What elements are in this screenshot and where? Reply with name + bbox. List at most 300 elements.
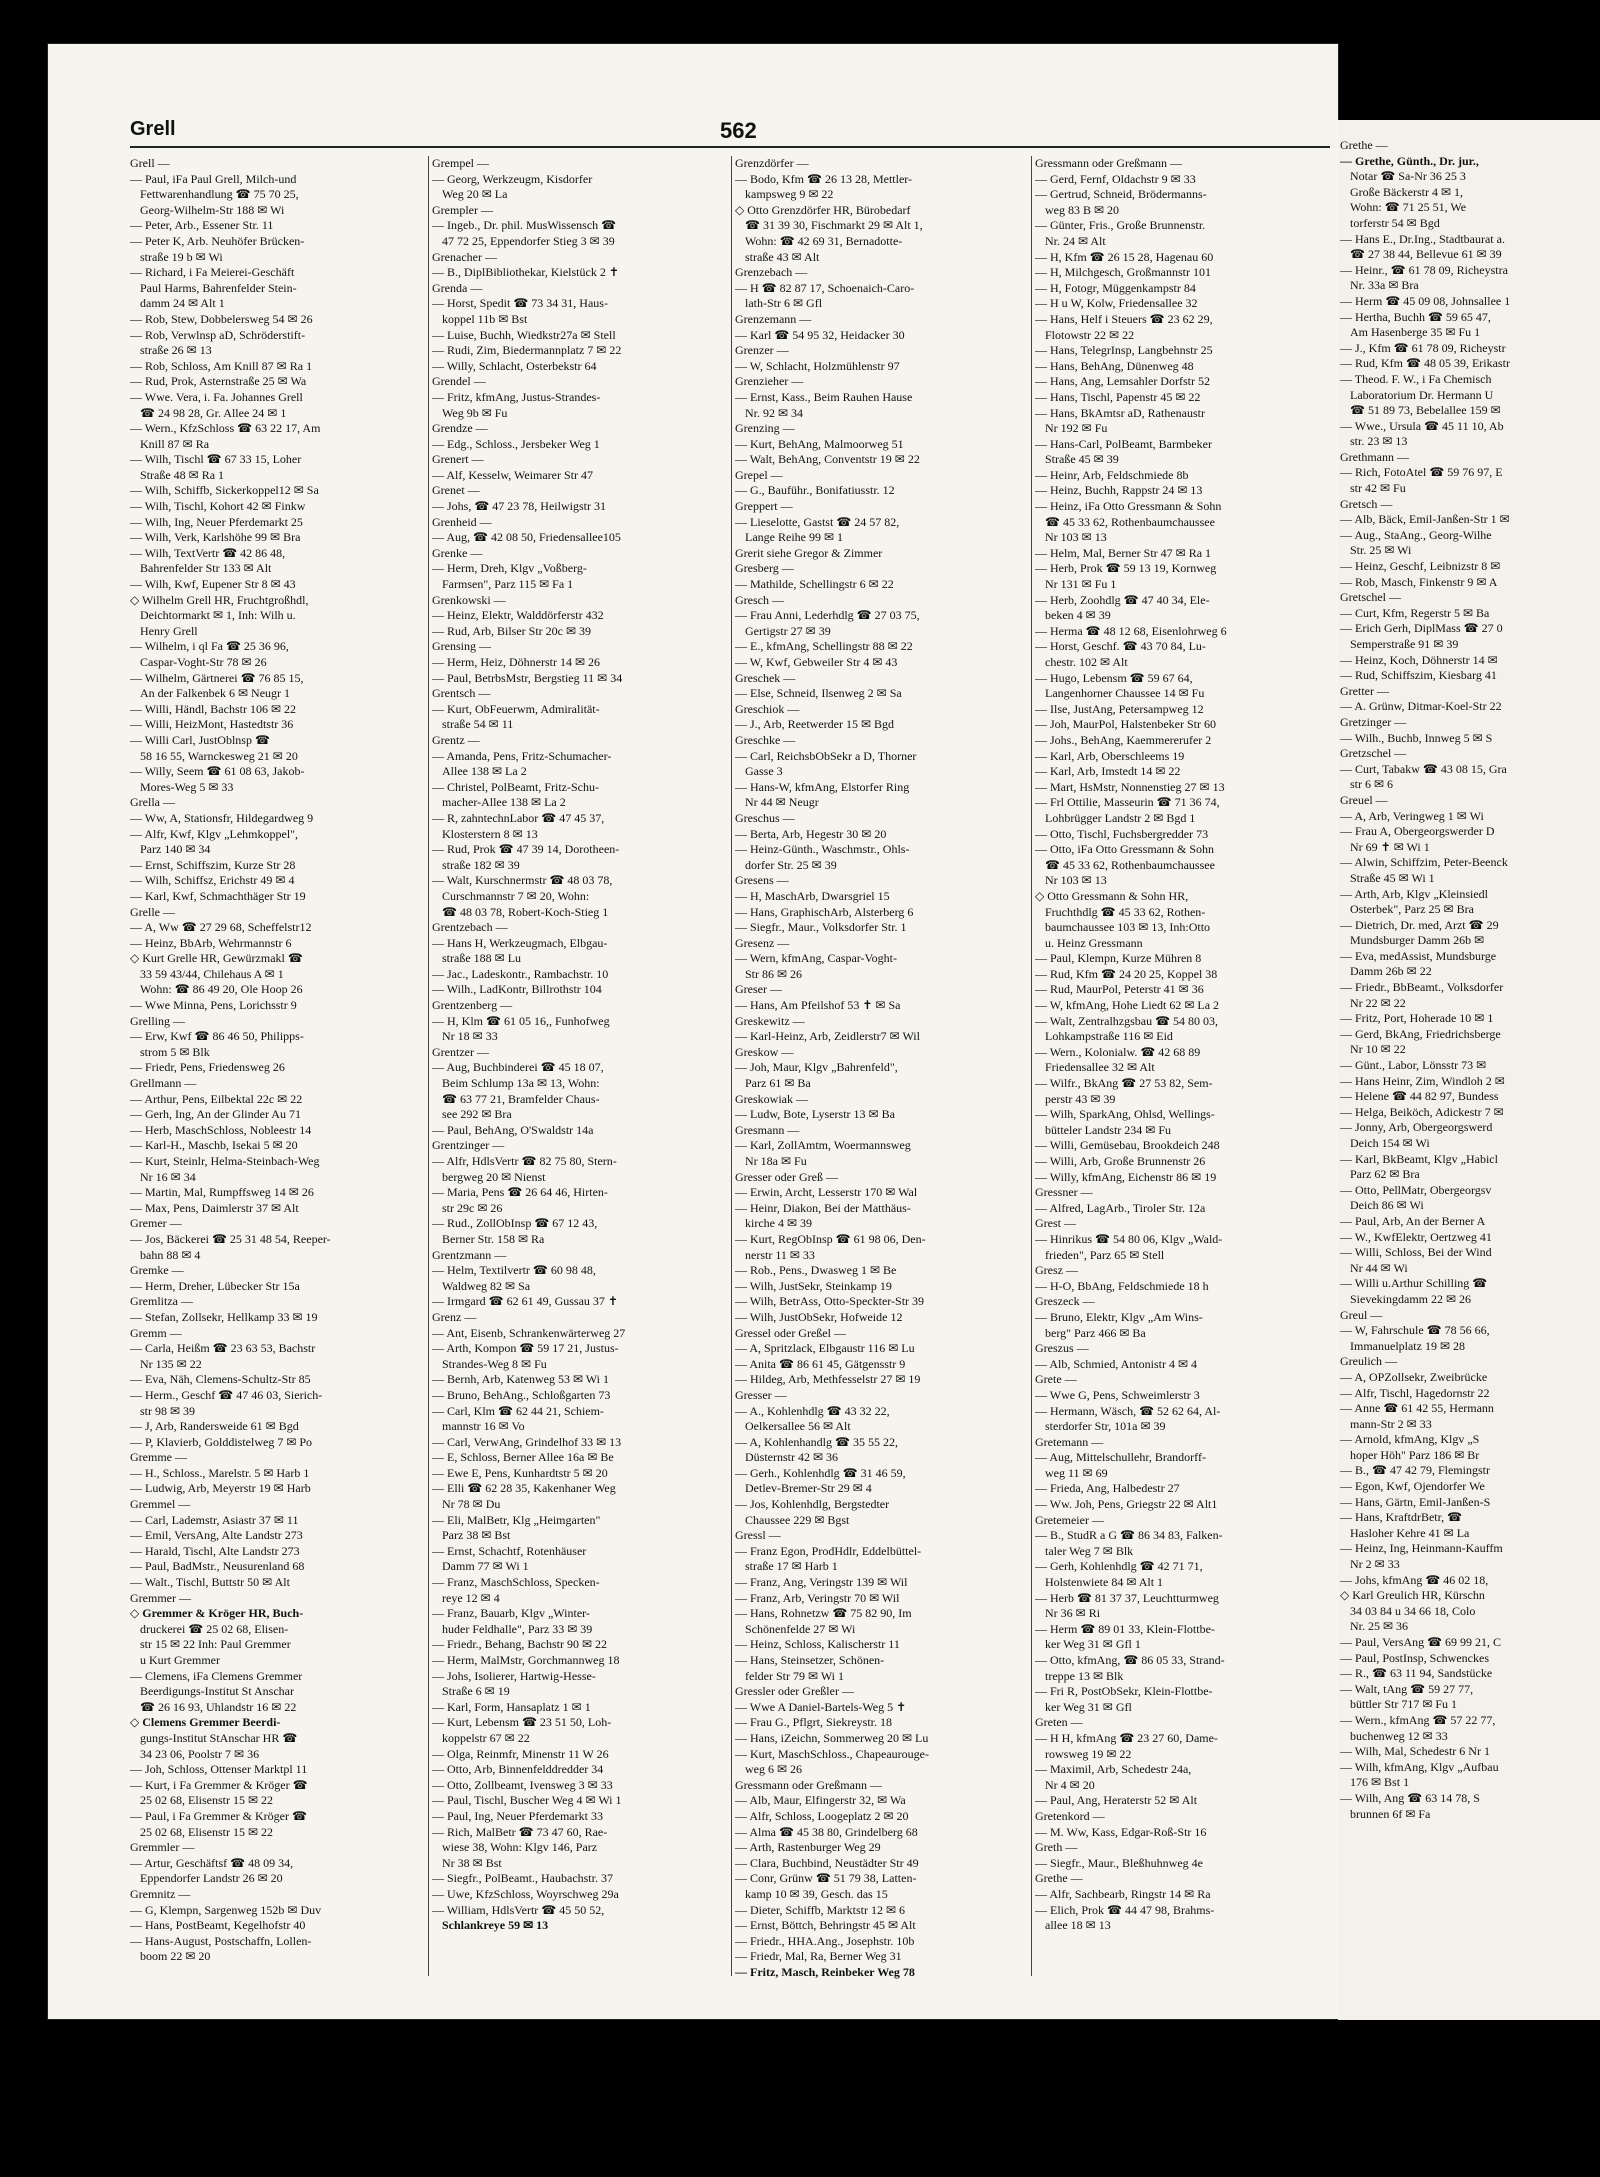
directory-entry-line: — Heinz, Buchh, Rappstr 24 ✉ 13 (1035, 483, 1203, 498)
directory-entry-line: straße 188 ✉ Lu (442, 951, 522, 966)
directory-entry-line: — Elich, Prok ☎ 44 47 98, Brahms- (1035, 1902, 1215, 1917)
directory-entry-line: — A, Ww ☎ 27 29 68, Scheffelstr12 (130, 920, 312, 935)
directory-entry-line: see 292 ✉ Bra (442, 1107, 512, 1122)
directory-entry-line: Grenzdörfer — (735, 156, 809, 170)
directory-entry-line: — Wilh, kfmAng, Klgv „Aufbau (1340, 1759, 1499, 1774)
directory-entry-line: — Joh, Maur, Klgv „Bahrenfeld", (735, 1060, 898, 1075)
directory-entry-line: — Hans-Carl, PolBeamt, Barmbeker (1035, 436, 1212, 451)
directory-entry-line: Greszeck — (1035, 1294, 1095, 1309)
directory-entry-line: — Erich Gerh, DiplMass ☎ 27 0 (1340, 621, 1503, 636)
directory-entry-line: — E., kfmAng, Schellingstr 88 ✉ 22 (735, 639, 913, 654)
directory-entry-line: — Paul, Ang, Heraterstr 52 ✉ Alt (1035, 1793, 1198, 1808)
directory-entry-line: — Otto, Arb, Binnenfelddredder 34 (432, 1762, 604, 1777)
directory-entry-line: Holstenwiete 84 ✉ Alt 1 (1045, 1575, 1164, 1590)
directory-entry-line: Nr 44 ✉ Wi (1350, 1260, 1408, 1275)
directory-entry-line: Greskowiak — (735, 1091, 808, 1106)
directory-entry-line: — A, OPZollsekr, Zweibrücke (1340, 1369, 1488, 1384)
directory-entry-line: — Dieter, Schiffb, Marktstr 12 ✉ 6 (735, 1902, 905, 1917)
directory-entry-line: — Rob, Verwlnsp aD, Schröderstift- (130, 327, 306, 342)
directory-entry-line: ◇ Kurt Grelle HR, Gewürzmakl ☎ (130, 951, 303, 966)
directory-entry-line: Gretenkord — (1035, 1808, 1105, 1823)
directory-entry-line: Nr 103 ✉ 13 (1045, 530, 1107, 545)
directory-entry-line: Nr 69 ✝ ✉ Wi 1 (1350, 839, 1430, 854)
directory-entry-line: Immanuelplatz 19 ✉ 28 (1350, 1338, 1466, 1353)
directory-entry-line: — Bodo, Kfm ☎ 26 13 28, Mettler- (735, 171, 913, 186)
directory-entry-line: Gresch — (735, 592, 784, 607)
directory-entry-line: Grelling — (130, 1013, 185, 1028)
directory-entry-line: — Ww. Joh, Pens, Griegstr 22 ✉ Alt1 (1035, 1497, 1218, 1512)
directory-entry-line: ☎ 24 98 28, Gr. Allee 24 ✉ 1 (140, 405, 287, 420)
directory-entry-line: — Edg., Schloss., Jersbeker Weg 1 (432, 436, 600, 451)
directory-entry-line: 47 72 25, Eppendorfer Stieg 3 ✉ 39 (442, 233, 615, 248)
directory-entry-line: — Arthur, Pens, Eilbektal 22c ✉ 22 (130, 1091, 303, 1106)
directory-entry-line: — Clemens, iFa Clemens Gremmer (130, 1668, 303, 1683)
directory-entry-line: bütteler Landstr 234 ✉ Fu (1045, 1122, 1172, 1137)
directory-entry-line: — Bernh, Arb, Katenweg 53 ✉ Wi 1 (432, 1372, 609, 1387)
directory-entry-line: 58 16 55, Warnckesweg 21 ✉ 20 (140, 748, 298, 763)
directory-entry-line: — Rob, Schloss, Am Knill 87 ✉ Ra 1 (130, 358, 313, 373)
directory-entry-line: — Wilfr., BkAng ☎ 27 53 82, Sem- (1035, 1076, 1213, 1091)
directory-entry-line: Paul Harms, Bahrenfelder Stein- (140, 280, 297, 295)
directory-entry-line: — J., Kfm ☎ 61 78 09, Richeystr (1340, 340, 1506, 355)
directory-entry-line: — Hertha, Buchh ☎ 59 65 47, (1340, 309, 1491, 324)
directory-entry-line: — A. Grünw, Ditmar-Koel-Str 22 (1340, 699, 1502, 714)
directory-entry-line: — Christel, PolBeamt, Fritz-Schu- (432, 779, 599, 794)
directory-entry-line: ☎ 63 77 21, Bramfelder Chaus- (442, 1091, 600, 1106)
directory-entry-line: kirche 4 ✉ 39 (745, 1216, 813, 1231)
directory-entry-line: — Wern, kfmAng, Caspar-Voght- (735, 951, 897, 966)
directory-entry-line: — Hans, Rohnetzw ☎ 75 82 90, Im (735, 1606, 912, 1621)
directory-entry-line: str 6 ✉ 6 (1350, 777, 1394, 792)
directory-entry-line: Straße 45 ✉ Wi 1 (1350, 870, 1435, 885)
directory-entry-line: Grentzebach — (432, 920, 508, 935)
directory-entry-line: — Arth, Kompon ☎ 59 17 21, Justus- (432, 1341, 619, 1356)
directory-entry-line: Laboratorium Dr. Hermann U (1350, 387, 1494, 402)
directory-entry-line: — Else, Schneid, Ilsenweg 2 ✉ Sa (735, 686, 902, 701)
page-header (130, 118, 1330, 148)
directory-entry-line: Nr. 33a ✉ Bra (1350, 278, 1419, 293)
directory-entry-line: — Paul, iFa Paul Grell, Milch-und (130, 171, 297, 186)
directory-entry-line: Grentsch — (432, 686, 491, 701)
directory-entry-line: — Herma ☎ 48 12 68, Eisenlohrweg 6 (1035, 623, 1227, 638)
directory-entry-line: ☎ 26 16 93, Uhlandstr 16 ✉ 22 (140, 1699, 297, 1714)
directory-entry-line: — Siegfr., Maur., Bleßhuhnweg 4e (1035, 1855, 1203, 1870)
directory-entry-line: — Alb, Schmied, Antonistr 4 ✉ 4 (1035, 1356, 1198, 1371)
directory-entry-line: — Rud, Schiffszim, Kiesbarg 41 (1340, 668, 1497, 683)
directory-entry-line: Grepel — (735, 467, 783, 482)
directory-entry-line: frieden", Parz 65 ✉ Stell (1045, 1247, 1165, 1262)
directory-entry-line: Bahrenfelder Str 133 ✉ Alt (140, 561, 272, 576)
directory-entry-line: — Wern., kfmAng ☎ 57 22 77, (1340, 1712, 1496, 1727)
directory-entry-line: — Hermann, Wäsch, ☎ 52 62 64, Al- (1035, 1403, 1221, 1418)
directory-entry-line: — Heinr, Diakon, Bei der Matthäus- (735, 1200, 911, 1215)
directory-entry-line: — E, Schloss, Berner Allee 16a ✉ Be (432, 1450, 614, 1465)
directory-entry-line: — Walt., Tischl, Buttstr 50 ✉ Alt (130, 1575, 290, 1590)
directory-entry-line: Beerdigungs-Institut St Anschar (140, 1684, 294, 1699)
directory-entry-line: ker Weg 31 ✉ Gfl (1045, 1699, 1132, 1714)
directory-entry-line: Gretzschel — (1340, 746, 1407, 761)
directory-entry-line: mannstr 16 ✉ Vo (442, 1419, 525, 1434)
directory-entry-line: — Georg, Werkzeugm, Kisdorfer (432, 171, 593, 186)
directory-entry-line: — Gerh, Kohlenhdlg ☎ 42 71 71, (1035, 1559, 1203, 1574)
directory-entry-line: hoper Höh" Parz 186 ✉ Br (1350, 1447, 1480, 1462)
directory-entry-line: — Ernst, Schachtf, Rotenhäuser (432, 1543, 587, 1558)
directory-entry-line: Grempel — (432, 156, 489, 170)
directory-entry-line: Nr 44 ✉ Neugr (745, 795, 819, 810)
directory-entry-line: Mores-Weg 5 ✉ 33 (140, 779, 234, 794)
directory-entry-line: straße 182 ✉ 39 (442, 857, 520, 872)
directory-entry-line: — Herm, Dreh, Klgv „Voßberg- (432, 561, 587, 576)
directory-entry-line: — R., ☎ 63 11 94, Sandstücke (1340, 1666, 1493, 1681)
directory-entry-line: Gretemeier — (1035, 1512, 1104, 1527)
directory-entry-line: str. 23 ✉ 13 (1350, 434, 1408, 449)
directory-column-1 (130, 156, 420, 1965)
directory-entry-line: — Herb ☎ 81 37 37, Leuchtturmweg (1035, 1590, 1219, 1605)
directory-entry-line: — Ant, Eisenb, Schrankenwärterweg 27 (432, 1325, 626, 1340)
directory-entry-line: 25 02 68, Elisenstr 15 ✉ 22 (140, 1793, 274, 1808)
directory-entry-line: — A, Spritzlack, Elbgaustr 116 ✉ Lu (735, 1341, 915, 1356)
directory-entry-line: Grenzebach — (735, 265, 808, 280)
directory-entry-line: — Carl, Lademstr, Asiastr 37 ✉ 11 (130, 1512, 299, 1527)
directory-column-3 (735, 156, 1025, 1980)
directory-entry-line: — Heinz, Koch, Döhnerstr 14 ✉ (1340, 652, 1498, 667)
directory-entry-line: Mundsburger Damm 26b ✉ (1350, 933, 1485, 948)
directory-entry-line: — J, Arb, Randersweide 61 ✉ Bgd (130, 1419, 299, 1434)
directory-entry-line: — Siegfr., PolBeamt., Haubachstr. 37 (432, 1871, 613, 1886)
directory-entry-line: — Alfr, Sachbearb, Ringstr 14 ✉ Ra (1035, 1886, 1211, 1901)
directory-entry-line: — Kurt, MaschSchloss., Chapeaurouge- (735, 1746, 929, 1761)
directory-entry-line: ☎ 48 03 78, Robert-Koch-Stieg 1 (442, 904, 609, 919)
directory-entry-line: Eppendorfer Landstr 26 ✉ 20 (140, 1871, 283, 1886)
directory-entry-line: — B., StudR a G ☎ 86 34 83, Falken- (1035, 1528, 1223, 1543)
directory-entry-line: — Arnold, kfmAng, Klgv „S (1340, 1432, 1480, 1447)
directory-entry-line: — Emil, VersAng, Alte Landstr 273 (130, 1528, 303, 1543)
directory-entry-line: — Wilh, Ang ☎ 63 14 78, S (1340, 1790, 1480, 1805)
directory-entry-line: — Wwe A Daniel-Bartels-Weg 5 ✝ (735, 1699, 907, 1714)
running-head: Grell (130, 118, 176, 140)
directory-entry-line: — Hans, Steinsetzer, Schönen- (735, 1653, 885, 1667)
directory-entry-line: Gremmer — (130, 1590, 191, 1605)
directory-entry-line: An der Falkenbek 6 ✉ Neugr 1 (140, 686, 291, 701)
directory-entry-line: — H, Kfm ☎ 26 15 28, Hagenau 60 (1035, 249, 1214, 264)
directory-entry-line: Str 86 ✉ 26 (745, 966, 803, 981)
directory-entry-line: — Wilh, Schiffsz, Erichstr 49 ✉ 4 (130, 873, 295, 888)
directory-entry-line: — Wilh, BetrAss, Otto-Speckter-Str 39 (735, 1294, 925, 1309)
directory-entry-line: ☎ 45 33 62, Rothenbaumchaussee (1045, 514, 1215, 529)
directory-entry-line: Nr 38 ✉ Bst (442, 1855, 502, 1870)
directory-entry-line: Grentzmann — (432, 1247, 507, 1262)
directory-entry-line: — Karl, ZollAmtm, Woermannsweg (735, 1138, 911, 1153)
directory-entry-line: str 42 ✉ Fu (1350, 481, 1406, 496)
directory-entry-line: ☎ 27 38 44, Bellevue 61 ✉ 39 (1350, 247, 1502, 262)
directory-entry-line: Gressmann oder Greßmann — (1035, 156, 1182, 170)
directory-entry-line: Fruchthdlg ☎ 45 33 62, Rothen- (1045, 904, 1206, 919)
directory-entry-line: Greser — (735, 982, 782, 997)
directory-entry-line: — Wwe Minna, Pens, Lorichsstr 9 (130, 998, 297, 1013)
directory-entry-line: Detlev-Bremer-Str 29 ✉ 4 (745, 1481, 872, 1496)
directory-entry-line: — Johs, Isolierer, Hartwig-Hesse- (432, 1668, 596, 1683)
directory-entry-line: Nr. 24 ✉ Alt (1045, 233, 1106, 248)
directory-entry-line: Gressel oder Greßel — (735, 1325, 846, 1340)
directory-entry-line: — Willi Carl, JustOblnsp ☎ (130, 732, 270, 747)
directory-entry-line: — Ernst, Böttch, Behringstr 45 ✉ Alt (735, 1918, 916, 1933)
directory-entry-line: — Arth, Arb, Klgv „Kleinsiedl (1340, 886, 1488, 901)
directory-entry-line: — Wilh, Ing, Neuer Pferdemarkt 25 (130, 514, 303, 529)
directory-entry-line: — Arth, Rastenburger Weg 29 (735, 1840, 881, 1855)
directory-entry-line: 34 03 84 u 34 66 18, Colo (1350, 1603, 1476, 1618)
directory-entry-line: — Carl, VerwAng, Grindelhof 33 ✉ 13 (432, 1434, 622, 1449)
directory-entry-line: — Franz, MaschSchloss, Specken- (432, 1575, 600, 1590)
directory-entry-line: baumchaussee 103 ✉ 13, Inh:Otto (1045, 920, 1211, 935)
directory-entry-line: — Wilh, JustObSekr, Hofweide 12 (735, 1309, 903, 1324)
directory-entry-line: Friedensallee 32 ✉ Alt (1045, 1060, 1155, 1075)
directory-entry-line: — Friedr., BbBeamt., Volksdorfer (1340, 980, 1504, 995)
directory-entry-line: Klosterstern 8 ✉ 13 (442, 826, 538, 841)
directory-entry-line: Greschiok — (735, 701, 800, 716)
directory-entry-line: — Rud, MaurPol, Peterstr 41 ✉ 36 (1035, 982, 1204, 997)
directory-entry-line: — Lieselotte, Gastst ☎ 24 57 82, (735, 514, 900, 529)
directory-entry-line: ◇ Gremmer & Kröger HR, Buch- (130, 1606, 304, 1621)
directory-entry-line: Allee 138 ✉ La 2 (442, 764, 527, 779)
directory-entry-line: — Amanda, Pens, Fritz-Schumacher- (432, 748, 612, 763)
directory-entry-line: — Willi, Händl, Bachstr 106 ✉ 22 (130, 701, 297, 716)
directory-entry-line: — Kurt, Lebensm ☎ 23 51 50, Loh- (432, 1715, 612, 1730)
directory-entry-line: — Walt, BehAng, Conventstr 19 ✉ 22 (735, 452, 920, 467)
directory-entry-line: Grenzieher — (735, 374, 804, 389)
directory-entry-line: ◇ Otto Gressmann & Sohn HR, (1035, 888, 1189, 903)
directory-entry-line: Gressler oder Greßler — (735, 1684, 854, 1699)
directory-entry-line: Str. 25 ✉ Wi (1350, 543, 1412, 558)
directory-entry-line: — Fritz, kfmAng, Justus-Strandes- (432, 389, 601, 404)
column-divider (731, 156, 732, 1976)
directory-entry-line: — Frau G., Pflgrt, Siekreystr. 18 (735, 1715, 892, 1730)
directory-entry-line: — Willy, Schlacht, Osterbekstr 64 (432, 358, 597, 373)
directory-entry-line: — Fri R, PostObSekr, Klein-Flottbe- (1035, 1684, 1213, 1699)
directory-entry-line: — Hinrikus ☎ 54 80 06, Klgv „Wald- (1035, 1231, 1223, 1246)
directory-entry-line: straße 26 ✉ 13 (140, 343, 212, 358)
directory-entry-line: — Ludwig, Arb, Meyerstr 19 ✉ Harb (130, 1481, 311, 1496)
directory-entry-line: Grethe — (1035, 1871, 1083, 1886)
directory-entry-line: nerstr 11 ✉ 33 (745, 1247, 815, 1262)
directory-entry-line: Gremke — (130, 1263, 184, 1278)
directory-entry-line: felder Str 79 ✉ Wi 1 (745, 1668, 844, 1683)
directory-entry-line: — Hans-August, Postschaffn, Lollen- (130, 1933, 312, 1948)
directory-entry-line: — Aug, Buchbinderei ☎ 45 18 07, (432, 1060, 604, 1075)
directory-entry-line: huder Feldhalle", Parz 33 ✉ 39 (442, 1621, 593, 1636)
directory-entry-line: — Alwin, Schiffzim, Peter-Beenck (1340, 855, 1508, 870)
directory-entry-line: Oelkersallee 56 ✉ Alt (745, 1419, 851, 1434)
directory-entry-line: Gretsch — (1340, 496, 1393, 511)
next-page-column (1340, 138, 1596, 1822)
directory-entry-line: — Alfr, HdlsVertr ☎ 82 75 80, Stern- (432, 1154, 617, 1168)
directory-entry-line: Beim Schlump 13a ✉ 13, Wohn: (442, 1076, 600, 1091)
directory-entry-line: — Wilh., Buchb, Innweg 5 ✉ S (1340, 730, 1493, 745)
directory-entry-line: — Rud, Prok ☎ 47 39 14, Dorotheen- (432, 842, 620, 857)
directory-entry-line: — Hans, TelegrInsp, Langbehnstr 25 (1035, 343, 1213, 358)
directory-entry-line: — H., Schloss., Marelstr. 5 ✉ Harb 1 (130, 1465, 310, 1480)
directory-entry-line: — Franz, Bauarb, Klgv „Winter- (432, 1606, 590, 1621)
directory-entry-line: Parz 38 ✉ Bst (442, 1528, 511, 1543)
directory-entry-line: — Bruno, Elektr, Klgv „Am Wins- (1035, 1309, 1203, 1324)
directory-entry-line: Nr 135 ✉ 22 (140, 1356, 202, 1371)
directory-entry-line: — Friedr., HHA.Ang., Josephstr. 10b (735, 1933, 915, 1948)
directory-entry-line: — Gerd, Fernf, Oldachstr 9 ✉ 33 (1035, 171, 1196, 186)
directory-entry-line: Grella — (130, 795, 175, 810)
directory-entry-line: Sievekingdamm 22 ✉ 26 (1350, 1291, 1472, 1306)
directory-entry-line: — H ☎ 82 87 17, Schoenaich-Caro- (735, 280, 915, 295)
directory-entry-line: — Hans, KraftdrBetr, ☎ (1340, 1510, 1463, 1525)
directory-entry-line: Grellmann — (130, 1076, 197, 1091)
directory-entry-line: — Eli, MalBetr, Klg „Heimgarten" (432, 1512, 601, 1527)
directory-entry-line: — Gertrud, Schneid, Brödermanns- (1035, 187, 1207, 202)
directory-entry-line: taler Weg 7 ✉ Blk (1045, 1543, 1134, 1558)
directory-entry-line: — Maria, Pens ☎ 26 64 46, Hirten- (432, 1185, 608, 1200)
directory-entry-line: — Wilh, JustSekr, Steinkamp 19 (735, 1278, 892, 1293)
directory-entry-line: — Ernst, Schiffszim, Kurze Str 28 (130, 857, 296, 872)
directory-entry-line: — Hans, Am Pfeilshof 53 ✝ ✉ Sa (735, 998, 901, 1013)
directory-entry-line: Grelle — (130, 904, 175, 919)
directory-entry-line: — Karl, Form, Hansaplatz 1 ✉ 1 (432, 1699, 591, 1714)
directory-entry-line: Grenzer — (735, 343, 789, 358)
directory-entry-line: — Kurt, ObFeuerwm, Admiralität- (432, 701, 600, 716)
directory-entry-line: — Fritz, Port, Hoheradе 10 ✉ 1 (1340, 1011, 1494, 1026)
directory-entry-line: Gresmann — (735, 1122, 800, 1137)
directory-entry-line: — A, Arb, Veringweg 1 ✉ Wi (1340, 808, 1484, 823)
directory-entry-line: boom 22 ✉ 20 (140, 1949, 211, 1964)
directory-entry-line: — Wern., Kolonialw. ☎ 42 68 89 (1035, 1044, 1201, 1059)
directory-entry-line: Grenz — (432, 1309, 477, 1324)
directory-entry-line: — Heinz, Elektr, Walddörferstr 432 (432, 608, 604, 623)
directory-entry-line: Gremmel — (130, 1497, 191, 1512)
directory-entry-line: Große Bäckerstr 4 ✉ 1, (1350, 184, 1464, 199)
directory-entry-line: — Karl, BkBeamt, Klgv „Habicl (1340, 1151, 1498, 1166)
directory-entry-line: weg 11 ✉ 69 (1045, 1465, 1108, 1480)
directory-entry-line: Gertigstr 27 ✉ 39 (745, 623, 831, 638)
directory-entry-line: — Heinr., ☎ 61 78 09, Richeystra (1340, 262, 1508, 277)
directory-entry-line: — G., Bauführ., Bonifatiusstr. 12 (735, 483, 895, 498)
directory-entry-line: Grethmann — (1340, 449, 1409, 464)
directory-entry-line: — Max, Pens, Daimlerstr 37 ✉ Alt (130, 1200, 299, 1215)
directory-entry-line: — Alfred, LagArb., Tiroler Str. 12a (1035, 1200, 1206, 1215)
directory-entry-line: bahn 88 ✉ 4 (140, 1247, 201, 1262)
directory-entry-line: — Wern., KfzSchloss ☎ 63 22 17, Am (130, 421, 321, 436)
directory-entry-line: Nr 78 ✉ Du (442, 1497, 501, 1512)
directory-entry-line: Nr 192 ✉ Fu (1045, 421, 1108, 436)
directory-entry-line: — Jac., Ladeskontr., Rambachstr. 10 (432, 966, 609, 981)
directory-entry-line: Lohbrügger Landstr 2 ✉ Bgd 1 (1045, 810, 1196, 825)
directory-entry-line: Nr 18a ✉ Fu (745, 1154, 807, 1168)
directory-entry-line: — W, Fahrschule ☎ 78 56 66, (1340, 1323, 1490, 1338)
directory-entry-line: — Alfr, Tischl, Hagedornstr 22 (1340, 1385, 1490, 1400)
directory-entry-line: — Jos, Bäckerei ☎ 25 31 48 54, Reeper- (130, 1231, 331, 1246)
directory-entry-line: bergweg 20 ✉ Nienst (442, 1169, 546, 1184)
directory-entry-line: — Uwe, KfzSchloss, Woyrschweg 29a (432, 1886, 619, 1901)
directory-entry-line: Greskewitz — (735, 1013, 805, 1028)
directory-entry-line: ◇ Karl Greulich HR, Kürschn (1340, 1588, 1485, 1603)
directory-entry-line: Hasloher Kehre 41 ✉ La (1350, 1525, 1470, 1540)
directory-entry-line: — Herm ☎ 45 09 08, Johnsallee 1 (1340, 293, 1511, 308)
directory-entry-line: — Kurt, Steinlr, Helma-Steinbach-Weg (130, 1154, 320, 1168)
directory-entry-line: berg" Parz 466 ✉ Ba (1045, 1325, 1146, 1340)
directory-entry-line: — Kurt, i Fa Gremmer & Kröger ☎ (130, 1777, 308, 1792)
directory-entry-line: Grenzing — (735, 421, 795, 436)
directory-entry-line: strom 5 ✉ Blk (140, 1044, 210, 1059)
directory-entry-line: Grenet — (432, 483, 480, 498)
directory-entry-line: straße 17 ✉ Harb 1 (745, 1559, 838, 1574)
directory-entry-line: Berner Str. 158 ✉ Ra (442, 1231, 545, 1246)
directory-entry-line: Chaussee 229 ✉ Bgst (745, 1512, 850, 1527)
directory-entry-line: — Hans, Helf i Steuers ☎ 23 62 29, (1035, 311, 1213, 326)
directory-entry-line: reye 12 ✉ 4 (442, 1590, 500, 1605)
directory-entry-line: — Wilhelm, Gärtnerei ☎ 76 85 15, (130, 670, 304, 685)
directory-entry-line: Nr 18 ✉ 33 (442, 1029, 498, 1044)
directory-entry-line: Grendel — (432, 374, 486, 389)
directory-entry-line: — Franz Egon, ProdHdlr, Eddelbüttel- (735, 1543, 922, 1558)
directory-entry-line: — William, HdlsVertr ☎ 45 50 52, (432, 1902, 605, 1917)
directory-entry-line: wiese 38, Wohn: Klgv 146, Parz (442, 1840, 598, 1855)
directory-entry-line: — Rud, Kfm ☎ 24 20 25, Koppel 38 (1035, 966, 1218, 981)
directory-entry-line: — Hans-W, kfmAng, Elstorfer Ring (735, 779, 910, 794)
directory-entry-line: — W, kfmAng, Hohe Liedt 62 ✉ La 2 (1035, 998, 1220, 1013)
directory-entry-line: — Helm, Mal, Berner Str 47 ✉ Ra 1 (1035, 545, 1212, 560)
directory-entry-line: rowsweg 19 ✉ 22 (1045, 1746, 1132, 1761)
directory-entry-line: Grethe — (1340, 138, 1388, 152)
directory-entry-line: Damm 77 ✉ Wi 1 (442, 1559, 529, 1574)
directory-entry-line: — Wwe G, Pens, Schweimlerstr 3 (1035, 1387, 1200, 1402)
directory-entry-line: Schlankreye 59 ✉ 13 (442, 1918, 549, 1933)
directory-entry-line: — Willi, HeizMont, Hastedtstr 36 (130, 717, 294, 732)
directory-entry-line: — Hans, Gärtn, Emil-Janßen-S (1340, 1494, 1491, 1509)
directory-entry-line: Langenhorner Chaussee 14 ✉ Fu (1045, 686, 1205, 701)
directory-entry-line: weg 6 ✉ 26 (745, 1762, 803, 1777)
directory-entry-line: — Wwe., Ursula ☎ 45 11 10, Ab (1340, 418, 1504, 433)
directory-entry-line: — Ernst, Kass., Beim Rauhen Hause (735, 389, 913, 404)
directory-entry-line: — Eva, medAssist, Mundsburge (1340, 948, 1497, 963)
directory-entry-line: — Artur, Geschäftsf ☎ 48 09 34, (130, 1855, 294, 1870)
directory-entry-line: Grenacher — (432, 249, 497, 264)
directory-entry-line: Lohkampstraße 116 ✉ Eid (1045, 1029, 1173, 1044)
directory-entry-line: — Willy, Seem ☎ 61 08 63, Jakob- (130, 764, 305, 779)
directory-entry-line: — Wilh, Mal, Schedestr 6 Nr 1 (1340, 1744, 1490, 1759)
directory-entry-line: — W., KwfElektr, Oertzweg 41 (1340, 1229, 1492, 1244)
directory-entry-line: — Willy, kfmAng, Eichenstr 86 ✉ 19 (1035, 1169, 1217, 1184)
directory-entry-line: — Kurt, BehAng, Malmoorweg 51 (735, 436, 904, 451)
directory-entry-line: dorfer Str. 25 ✉ 39 (745, 857, 837, 872)
directory-entry-line: — Irmgard ☎ 62 61 49, Gussau 37 ✝ (432, 1294, 618, 1309)
directory-entry-line: Wohn: ☎ 71 25 51, We (1350, 200, 1467, 215)
directory-entry-line: Gresenz — (735, 935, 790, 950)
directory-entry-line: Grerit siehe Gregor & Zimmer (735, 545, 883, 560)
directory-entry-line: — Heinz, Schloss, Kalischerstr 11 (735, 1637, 900, 1652)
directory-entry-line: — Karl, Kwf, Schmachthäger Str 19 (130, 888, 306, 903)
directory-entry-line: ker Weg 31 ✉ Gfl 1 (1045, 1637, 1141, 1652)
directory-entry-line: — Herb, Prok ☎ 59 13 19, Kornweg (1035, 561, 1217, 576)
directory-entry-line: — Wilh, Schiffb, Sickerkoppel12 ✉ Sa (130, 483, 319, 498)
directory-entry-line: — Richard, i Fa Meierei-Geschäft (130, 265, 295, 280)
directory-entry-line: Gremm — (130, 1325, 182, 1340)
directory-entry-line: Greppert — (735, 499, 793, 514)
directory-entry-line: mann-Str 2 ✉ 33 (1350, 1416, 1432, 1431)
directory-entry-line: — Mathilde, Schellingstr 6 ✉ 22 (735, 577, 894, 592)
directory-entry-line: Nr 22 ✉ 22 (1350, 995, 1406, 1010)
directory-entry-line: — Walt, Zentralhzgsbau ☎ 54 80 03, (1035, 1013, 1219, 1028)
directory-entry-line: Grest — (1035, 1216, 1076, 1231)
directory-entry-line: — Peter K, Arb. Neuhöfer Brücken- (130, 233, 305, 248)
directory-entry-line: Gretzinger — (1340, 714, 1407, 729)
directory-entry-line: Grensing — (432, 639, 491, 654)
directory-entry-line: — Hugo, Lebensm ☎ 59 67 64, (1035, 670, 1193, 685)
directory-entry-line: ☎ 45 33 62, Rothenbaumchaussee (1045, 857, 1215, 872)
